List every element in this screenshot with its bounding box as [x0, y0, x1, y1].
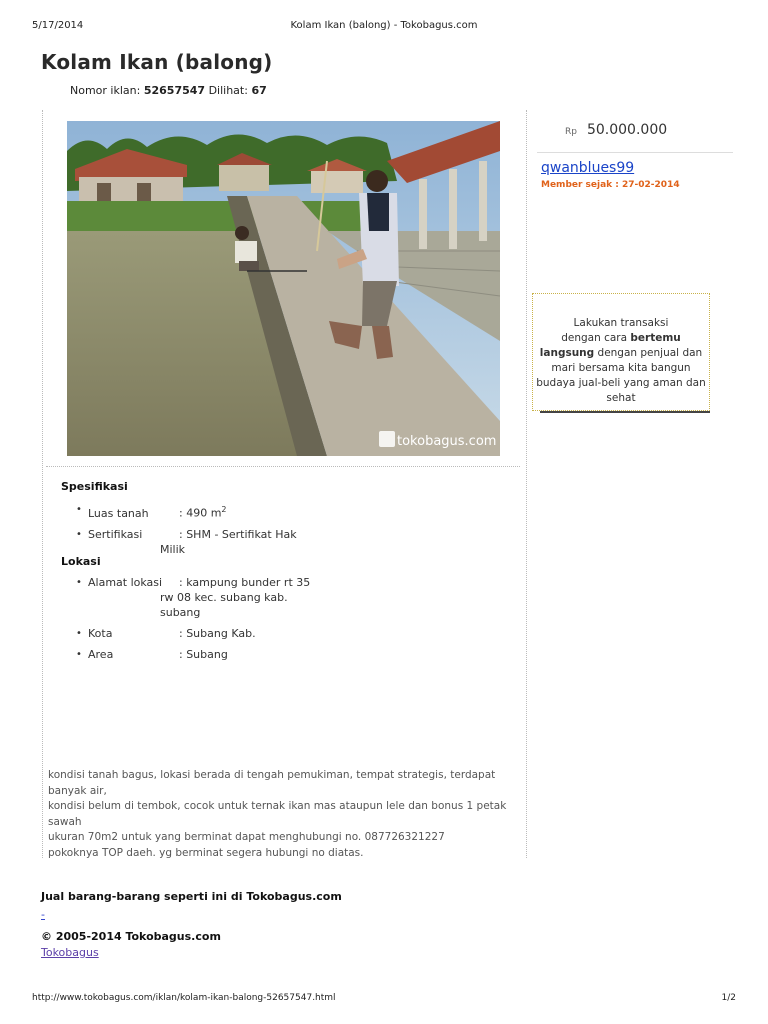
spec-sertifikasi-label: Sertifikasi: [88, 527, 143, 541]
sell-similar-link[interactable]: -: [41, 908, 45, 921]
price: [565, 122, 667, 138]
notice-line: budaya jual-beli yang aman dan: [536, 377, 706, 389]
tokobagus-link[interactable]: Tokobagus: [41, 946, 99, 959]
notice-line: Lakukan transaksi: [573, 317, 669, 329]
page-title: Kolam Ikan (balong): [41, 50, 273, 74]
lokasi-area-value: : Subang: [179, 648, 228, 661]
price-currency: Rp: [565, 127, 577, 137]
lokasi-heading: Lokasi: [61, 555, 101, 568]
safety-notice: [532, 293, 710, 411]
spec-sertifikasi-cont: Milik: [160, 542, 186, 556]
notice-underline: [540, 411, 710, 413]
notice-line: dengan cara bertemu: [561, 332, 681, 344]
ad-number-label: Nomor iklan:: [70, 84, 141, 97]
print-title: Kolam Ikan (balong) - Tokobagus.com: [290, 20, 478, 31]
price-divider: [537, 152, 733, 153]
listing-description: [48, 768, 518, 861]
print-page-number: 1/2: [721, 993, 736, 1003]
lokasi-area-label: Area: [88, 648, 114, 661]
description-line: ukuran 70m2 untuk yang berminat dapat menghubungi no. 087726321227: [48, 831, 445, 843]
spec-luas-tanah: [60, 502, 320, 521]
views-count: 67: [251, 84, 267, 97]
ad-number: 52657547: [143, 84, 206, 97]
description-line: kondisi tanah bagus, lokasi berada di tengah pemukiman, tempat strategis, terdapat banyak air,: [48, 769, 496, 797]
copyright: © 2005-2014 Tokobagus.com: [41, 930, 221, 943]
lokasi-alamat: [60, 575, 320, 620]
description-line: kondisi belum di tembok, cocok untuk ternak ikan mas ataupun lele dan bonus 1 petak sawah: [48, 800, 507, 828]
listing-photo[interactable]: [67, 121, 500, 456]
lokasi-kota: [60, 626, 320, 641]
print-url: http://www.tokobagus.com/iklan/kolam-ikan-balong-52657547.html: [32, 993, 336, 1003]
lokasi-alamat-cont2: subang: [160, 606, 201, 619]
seller-link[interactable]: qwanblues99: [541, 160, 635, 176]
lokasi-list: [60, 575, 320, 668]
spec-luas-sup: 2: [221, 505, 227, 514]
spec-luas-label: Luas tanah: [88, 506, 149, 520]
spec-luas-value: : 490 m: [179, 506, 222, 520]
print-date: 5/17/2014: [32, 20, 84, 31]
spesifikasi-heading: Spesifikasi: [61, 480, 128, 493]
notice-line: mari bersama kita bangun: [551, 362, 691, 374]
views-label: Dilihat:: [208, 84, 248, 97]
lokasi-kota-value: : Subang Kab.: [179, 627, 256, 640]
spec-sertifikasi: [60, 527, 320, 557]
description-line: pokoknya TOP daeh. yg berminat segera hubungi no diatas.: [48, 846, 364, 859]
lokasi-kota-label: Kota: [88, 627, 113, 640]
spesifikasi-list: [60, 502, 320, 563]
member-since: Member sejak : 27-02-2014: [541, 180, 680, 190]
sell-similar-heading: Jual barang-barang seperti ini di Tokobagus.com: [41, 890, 342, 903]
notice-line: sehat: [606, 392, 636, 404]
ad-meta: [70, 84, 267, 97]
section-divider: [46, 466, 520, 467]
lokasi-alamat-cont1: rw 08 kec. subang kab.: [160, 591, 288, 604]
spec-sertifikasi-value: : SHM - Sertifikat Hak: [179, 527, 297, 541]
price-value: 50.000.000: [586, 122, 668, 138]
lokasi-area: [60, 647, 320, 662]
notice-line: langsung dengan penjual dan: [539, 347, 703, 359]
lokasi-alamat-value: : kampung bunder rt 35: [179, 576, 311, 589]
photo-watermark: tokobagus.com: [397, 434, 497, 449]
lokasi-alamat-label: Alamat lokasi: [88, 576, 163, 589]
